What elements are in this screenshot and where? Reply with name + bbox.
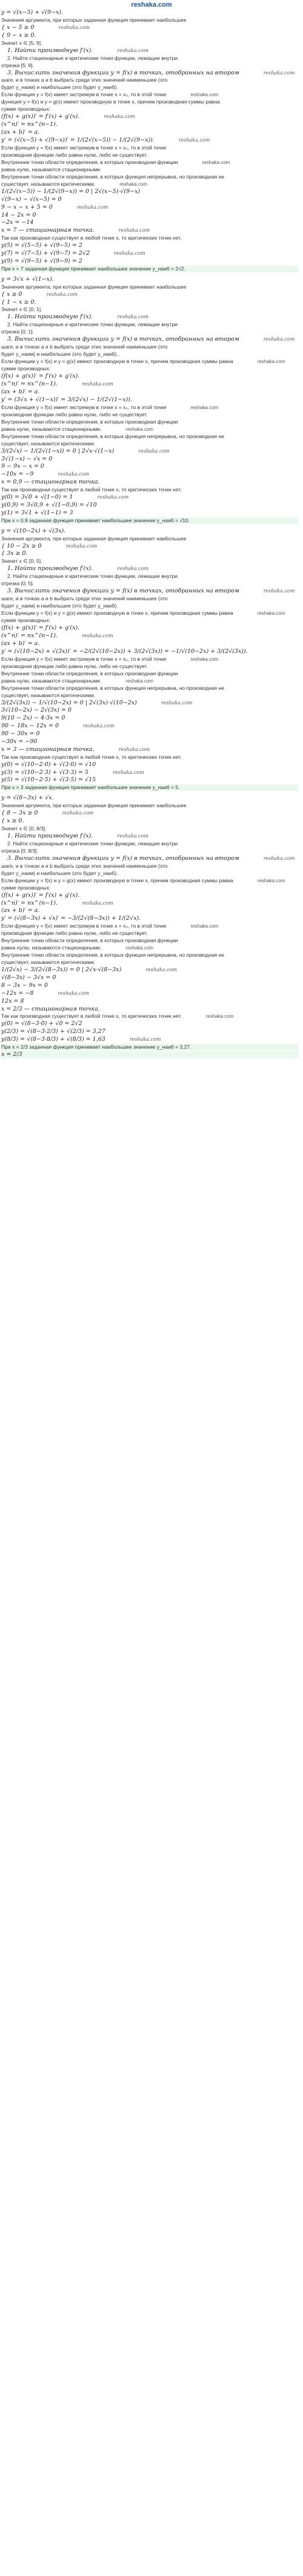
solution-line: (x^n)′ = nx^(n−1). reshaka.com (1, 632, 113, 639)
solution-line: (f(x) + g(x))′ = f′(x) + g′(x). (1, 624, 80, 631)
solution-line: (f(x) + g(x))′ = f′(x) + g′(x). reshaka.com (1, 113, 135, 120)
solution-line: x = 7 — стационарная точка. reshaka.com (1, 227, 150, 234)
solution-line: y(7) = √(7−5) + √(9−7) = 2√2 reshaka.com (1, 250, 145, 257)
solution-line: y(9) = √(9−5) + √(9−9) = 2 (1, 257, 82, 264)
solution-line: Внутренние точки области определения, в которых производная функции (1, 937, 178, 944)
solution-line: шаге, и в точках a и b выбрать среди этих значений наименьшее (это (1, 77, 168, 84)
solution-line: y′ = (√(x−5) + √(9−x))′ = 1/(2√(x−5)) − 1/(2√(9−x)). reshaka.com (1, 137, 210, 143)
solution-line: y(1) = 3√1 + √(1−1) = 3 (1, 509, 73, 516)
solution-line: Если функция y = f(x) имеет экстремум в точке x = x₀, то в этой точке (1, 144, 167, 151)
watermark: reshaka.com (114, 251, 145, 256)
site-title[interactable]: reshaka.com (131, 1, 172, 8)
solution-line: x = 3 — стационарная точка. reshaka.com (1, 746, 150, 753)
solution-line: Внутренние точки области определения, в которых функция непрерывна, но производная не (1, 952, 224, 959)
solution-line: Если функция y = f(x) имеет экстремум в точке x = x₀, то в этой точке reshaka.com (1, 923, 219, 929)
solution-line: Значит x ∈ [0; 8/3]. (1, 825, 47, 831)
solution-line: производная функции либо равна нулю, либо не существует. (1, 930, 148, 937)
watermark: reshaka.com (76, 204, 108, 210)
solution-line: −2x = −14 (1, 219, 34, 226)
watermark: reshaka.com (82, 900, 113, 906)
solution-line: Значения аргумента, при которых заданная функция принимает наибольшее (1, 283, 187, 290)
solution-line: Внутренние точки области определения, в которых производная функции (1, 670, 178, 677)
solution-line: y(5) = √(5−5) + √(9−5) = 2 (1, 242, 82, 249)
watermark: reshaka.com (117, 47, 149, 53)
algorithm-step: 3. Вычислить значения функции y = f(x) в точках, отобранных на втором reshaka.com (7, 588, 295, 595)
algorithm-step: 3. Вычислить значения функции y = f(x) в точках, отобранных на втором reshaka.com (7, 69, 295, 76)
solution-line: (f(x) + g(x))′ = f′(x) + g′(x). (1, 891, 80, 899)
solution-line: отрезка [5; 9]. (1, 62, 34, 68)
solution-line: −10x = −9 reshaka.com (1, 471, 90, 478)
algorithm-step: 2. Найти стационарные и критические точки функции, лежащие внутри (7, 573, 178, 580)
watermark: reshaka.com (97, 494, 129, 500)
solution-line: производная функции либо равна нулю, либо не существует. (1, 663, 148, 669)
solution-line: (f(x) + g(x))′ = f′(x) + g′(x). (1, 373, 80, 380)
watermark: reshaka.com (65, 543, 98, 549)
function-formula: y = √(10−2x) + √(3x). (1, 527, 66, 534)
solution-line: равна нулю, называются стационарными. (1, 166, 102, 172)
solution-line: шаге, и в точках a и b выбрать среди этих значений наименьшее (это (1, 595, 168, 601)
solution-line: 90 − 30x = 0 (1, 730, 40, 737)
solution-line: Внутренние точки области определения, в которых функция непрерывна, но производная не (1, 684, 224, 691)
solution-line: производная функции либо равна нулю, либо не существует. (1, 151, 148, 158)
solution-line: y(0) = 3√0 + √(1−0) = 1 reshaka.com (1, 494, 129, 500)
solution-line: 3√(10−2x) − 2√(3x) = 0 (1, 707, 72, 714)
solution-line: Так как производная существует в любой точке x, то критических точек нет. reshaka.com (1, 1013, 234, 1020)
algorithm-step: 3. Вычислить значения функции y = f(x) в точках, отобранных на втором reshaka.com (7, 854, 295, 862)
solution-line: (x^n)′ = nx^(n−1). reshaka.com (1, 899, 113, 906)
watermark: reshaka.com (125, 945, 154, 951)
solution-line: x = 0,9 — стационарная точка. (1, 479, 100, 486)
watermark: reshaka.com (58, 24, 90, 30)
solution-line: существует, называются критическими. (1, 959, 96, 966)
solution-line: равна нулю, называются стационарными. reshaka.com (1, 425, 154, 432)
solution-line: Так как производная существует в любой точке x, то критических точек нет. (1, 235, 182, 241)
algorithm-step: 1. Найти производную f′(x). reshaka.com (7, 565, 149, 572)
solution-line: (ax + b)′ = a. (1, 388, 40, 395)
answer-line: При x = 3 заданная функция принимает наибольшее значение y_наиб = 5. (1, 784, 298, 791)
solution-line: 3√(1−x) − √x = 0 (1, 455, 53, 462)
watermark: reshaka.com (118, 228, 150, 234)
solution-line: Если функции y = f(x) и y = g(x) имеют производную в точке x, причем производная суммы равна reshaka.com (1, 358, 285, 365)
solution-line: отрезка [0; 5]. (1, 580, 34, 587)
solution-line: шаге, и в точках a и b выбрать среди этих значений наименьшее (это (1, 862, 168, 869)
solution-line: будет y_наим) и наибольшее (это будет y_наиб). (1, 603, 118, 609)
solution-content (1, 8, 298, 1062)
solution-line: равна нулю, называются стационарными. reshaka.com (1, 945, 154, 951)
algorithm-step: 1. Найти производную f′(x). reshaka.com (7, 313, 149, 321)
solution-line: y(3) = √(10−2·3) + √(3·3) = 5 reshaka.com (1, 769, 144, 776)
solution-line: { 3x ≥ 0. (1, 550, 28, 557)
watermark: reshaka.com (82, 381, 113, 387)
solution-line: существует, называются критическими. (1, 440, 96, 447)
solution-line: 14 − 2x = 0 (1, 211, 36, 218)
solution-line: (ax + b)′ = a. (1, 907, 40, 914)
answer-line: При x = 7 заданная функция принимает наибольшее значение y_наиб = 2√2. (1, 266, 298, 272)
solution-line: сумме производных: (1, 617, 51, 623)
solution-line: Значения аргумента, при которых заданная функция принимает наибольшее (1, 16, 187, 23)
solution-line: 9(10 − 2x) − 4·3x = 0 (1, 715, 65, 722)
solution-line: Значит x ∈ [5; 9]. (1, 39, 42, 46)
solution-block (1, 276, 298, 524)
watermark: reshaka.com (263, 336, 295, 342)
watermark: reshaka.com (104, 114, 135, 120)
watermark: reshaka.com (58, 990, 90, 996)
algorithm-step: 3. Вычислить значения функции y = f(x) в точках, отобранных на втором reshaka.com (7, 336, 295, 343)
watermark: reshaka.com (161, 700, 193, 706)
watermark: reshaka.com (117, 833, 149, 839)
watermark: reshaka.com (138, 448, 170, 454)
solution-line: (x^n)′ = nx^(n−1). reshaka.com (1, 381, 113, 387)
answer-line: При x = 0,9 заданная функция принимает наибольшее значение y_наиб = √10. (1, 517, 298, 524)
solution-line: (x^n)′ = nx^(n−1). (1, 121, 58, 128)
solution-line: Внутренние точки области определения, в которых функция непрерывна, но производная не (1, 433, 224, 439)
solution-line: 9 − x − x + 5 = 0 reshaka.com (1, 203, 108, 211)
watermark: reshaka.com (257, 611, 285, 616)
solution-line: Так как производная существует в любой точке x, то критических точек нет. (1, 487, 182, 493)
algorithm-step: 2. Найти стационарные и критические точки функции, лежащие внутри (7, 54, 178, 61)
function-formula: y = √(8−3x) + √x. (1, 795, 54, 802)
solution-line: (ax + b)′ = a. (1, 129, 40, 136)
watermark: reshaka.com (62, 810, 94, 816)
watermark: reshaka.com (117, 314, 149, 320)
solution-line: сумме производных: (1, 884, 51, 891)
solution-line: Если функции y = f(x) и y = g(x) имеют производную в точке x, причем производная суммы равна reshaka.com (1, 877, 285, 883)
watermark: reshaka.com (125, 426, 154, 432)
watermark: reshaka.com (83, 723, 115, 729)
watermark: reshaka.com (46, 291, 78, 297)
solution-line: Если функция y = f(x) имеет экстремум в точке x = x₀, то в этой точке reshaka.com (1, 655, 219, 662)
solution-line: x = 2/3 — стационарная точка. (1, 1005, 100, 1012)
watermark: reshaka.com (58, 471, 90, 477)
solution-line: 3/(2√x) − 1/(2√(1−x)) = 0 | 2√x·√(1−x) reshaka.com (1, 447, 170, 454)
solution-line: 3/(2√(3x)) − 1/√(10−2x) = 0 | 2√(3x)·√(10−2x) reshaka.com (1, 699, 193, 706)
solution-line: y(8/3) = √(8−3·8/3) + √(8/3) = 1,63 reshaka.com (1, 1036, 161, 1043)
solution-line: −12x = −8 reshaka.com (1, 989, 90, 997)
solution-line: Значит x ∈ [0; 1]. (1, 306, 42, 313)
solution-block (1, 795, 298, 1058)
solution-line: √(8−3x) − 3√x = 0 (1, 974, 56, 981)
solution-line: { 1 − x ≥ 0. (1, 298, 36, 306)
solution-line: { 10 − 2x ≥ 0 reshaka.com (1, 542, 98, 549)
solution-line: 90 − 18x − 12x = 0 reshaka.com (1, 723, 115, 730)
solution-block (1, 528, 298, 791)
watermark: reshaka.com (205, 1014, 234, 1020)
solution-line: y(5) = √(10−2·5) + √(3·5) = √15 (1, 776, 96, 784)
solution-line: будет y_наим) и наибольшее (это будет y_наиб). (1, 84, 118, 91)
solution-line: Если функции y = f(x) и y = g(x) имеют производную в точке x, причем производная суммы равна reshaka.com (1, 610, 285, 616)
algorithm-step: 2. Найти стационарные и критические точки функции, лежащие внутри (7, 321, 178, 328)
solution-line: производная функции либо равна нулю, либо не существует. (1, 411, 148, 418)
solution-line: шаге, и в точках a и b выбрать среди этих значений наименьшее (это (1, 344, 168, 350)
solution-line: 1/(2√(x−5)) − 1/(2√(9−x)) = 0 | 2√(x−5)·√(9−x) (1, 188, 141, 195)
algorithm-step: 1. Найти производную f′(x). reshaka.com (7, 832, 149, 839)
solution-line: y(0,9) = 3√0,9 + √(1−0,9) = √10 (1, 501, 97, 508)
solution-line: Значит x ∈ [0; 5]. (1, 558, 42, 565)
function-formula: y = 3√x + √(1−x). (1, 275, 54, 283)
solution-line: −30x = −90 (1, 738, 38, 745)
solution-line: y(2/3) = √(8−3·2/3) + √(2/3) = 3,27 (1, 1028, 105, 1035)
solution-line: { 8 − 3x ≥ 0 reshaka.com (1, 810, 94, 817)
solution-line: будет y_наим) и наибольшее (это будет y_наиб). (1, 870, 118, 876)
solution-line: y′ = (√(8−3x) + √x)′ = −3/(2√(8−3x)) + 1/(2√x). (1, 915, 141, 922)
solution-line: Если функция y = f(x) имеет экстремум в точке x = x₀, то в этой точке reshaka.com (1, 91, 219, 98)
solution-line: { x ≥ 0 reshaka.com (1, 290, 78, 298)
answer-line: При x = 2/3 заданная функция принимает наибольшее значение y_наиб = 3,27. (1, 1044, 298, 1050)
solution-line: 8 − 3x − 9x = 0 (1, 982, 48, 989)
solution-line: Так как производная существует в любой точке x, то критических точек нет. (1, 753, 182, 760)
watermark: reshaka.com (145, 967, 177, 973)
solution-line: будет y_наим) и наибольшее (это будет y_наиб). (1, 351, 118, 358)
watermark: reshaka.com (119, 181, 148, 187)
watermark: reshaka.com (263, 588, 295, 594)
solution-line: 1/(2√x) − 3/(2√(8−3x)) = 0 | 2√x·√(8−3x) reshaka.com (1, 966, 177, 974)
watermark: reshaka.com (263, 855, 295, 861)
watermark: reshaka.com (113, 769, 144, 775)
solution-line: Внутренние точки области определения, в которых производная функции (1, 418, 178, 425)
watermark: reshaka.com (190, 923, 219, 929)
solution-line: { x − 5 ≥ 0 reshaka.com (1, 24, 90, 31)
solution-line: (ax + b)′ = a. (1, 640, 40, 647)
solution-line: y(0) = √(10−2·0) + √(3·0) = √10 (1, 761, 96, 768)
watermark: reshaka.com (190, 404, 219, 410)
watermark: reshaka.com (129, 1037, 161, 1043)
solution-line: √(9−x) − √(x−5) = 0 (1, 195, 62, 203)
solution-line: Если функция y = f(x) имеет экстремум в точке x = x₀, то в этой точке reshaka.com (1, 404, 219, 410)
watermark: reshaka.com (257, 359, 285, 365)
solution-line: { x ≥ 0. (1, 818, 24, 824)
watermark: reshaka.com (190, 656, 219, 662)
answer-value: x = 2/3 (1, 1051, 298, 1058)
watermark: reshaka.com (125, 678, 154, 684)
watermark: reshaka.com (257, 877, 285, 883)
solution-line: Внутренние точки области определения, в которых производная функции reshaka.com (1, 159, 230, 165)
watermark: reshaka.com (263, 70, 295, 76)
solution-line: 12x = 8 (1, 997, 24, 1005)
solution-line: y(0) = √(8−3·0) + √0 = 2√2 (1, 1020, 82, 1027)
solution-line: 9 − 9x − x = 0 (1, 463, 44, 470)
watermark: reshaka.com (202, 159, 230, 165)
solution-line: Внутренние точки области определения, в которых функция непрерывна, но производная не (1, 173, 224, 180)
solution-line: отрезка [0; 8/3]. (1, 847, 38, 854)
solution-line: { 9 − x ≥ 0. (1, 31, 36, 39)
solution-line: y′ = (3√x + √(1−x))′ = 3/(2√x) − 1/(2√(1−x)). (1, 396, 133, 403)
watermark: reshaka.com (178, 137, 210, 143)
solution-line: сумме производных: (1, 365, 51, 372)
solution-line: сумме производных: (1, 106, 51, 113)
solution-line: отрезка [0; 1]. (1, 329, 34, 335)
solution-line: функция y = f(x) и y = g(x) имеют производную в точке x, причем производная суммы равна (1, 99, 220, 105)
solution-line: y′ = (√(10−2x) + √(3x))′ = −2/(2√(10−2x)) + 3/(2√(3x)) = −1/√(10−2x) + 3/(2√(3x)). (1, 647, 248, 655)
algorithm-step: 2. Найти стационарные и критические точки функции, лежащие внутри (7, 840, 178, 847)
algorithm-step: 1. Найти производную f′(x). reshaka.com (7, 47, 149, 54)
solution-line: Значения аргумента, при которых заданная функция принимает наибольшее (1, 802, 187, 809)
solution-line: равна нулю, называются стационарными. reshaka.com (1, 677, 154, 684)
solution-line: существует, называются критическими. (1, 692, 96, 698)
solution-line: существует, называются критическими. reshaka.com (1, 180, 148, 187)
watermark: reshaka.com (117, 566, 149, 572)
watermark: reshaka.com (190, 92, 219, 98)
function-formula: y = √(x−5) + √(9−x). (1, 9, 64, 16)
watermark: reshaka.com (82, 632, 113, 638)
watermark: reshaka.com (118, 746, 150, 752)
solution-line: Значения аргумента, при которых заданная функция принимает наибольшее (1, 535, 187, 542)
solution-block (1, 9, 298, 272)
